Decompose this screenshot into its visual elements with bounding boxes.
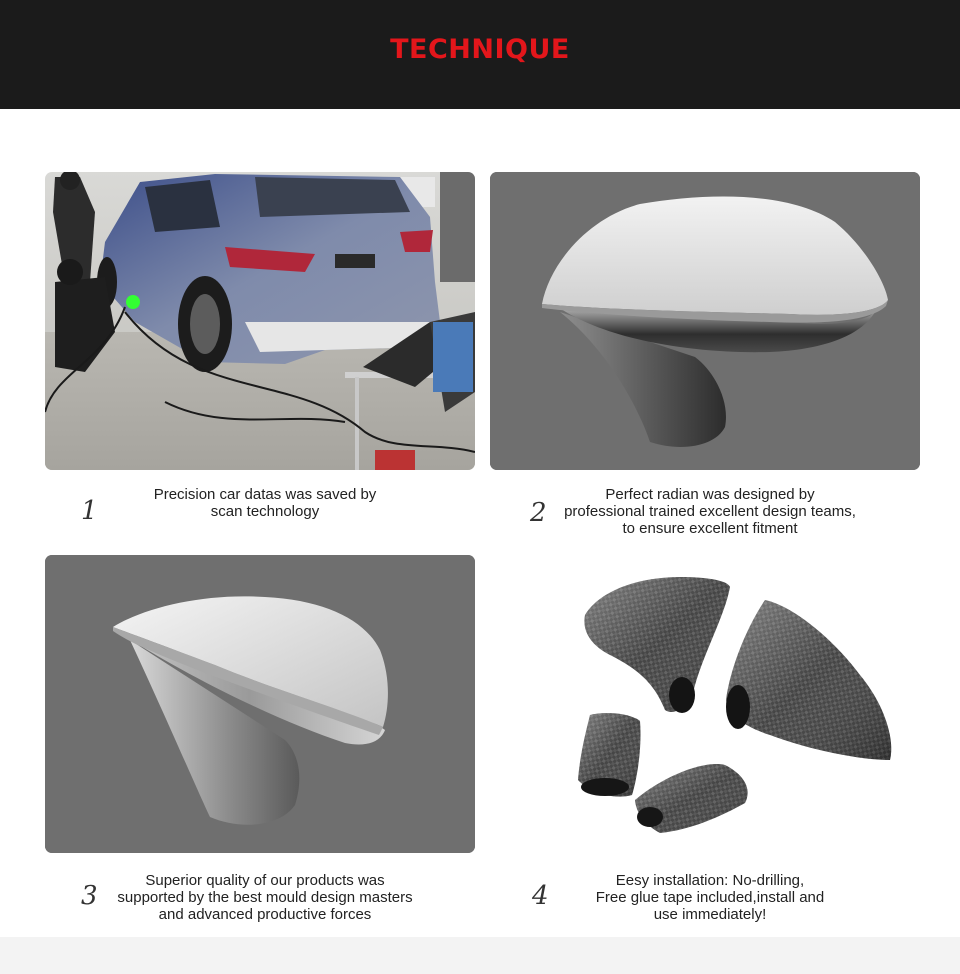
step-3-caption-line: Superior quality of our products was [145, 872, 385, 889]
step-2-number: 2 [530, 498, 547, 528]
step-2-caption-line: Perfect radian was designed by [605, 486, 815, 503]
step-4-caption-line: Eesy installation: No-drilling, [615, 872, 805, 889]
header-banner [0, 0, 960, 109]
car-scan-photo [45, 172, 475, 470]
step-4-caption-line: use immediately! [653, 906, 767, 923]
carbon-fiber-parts-photo [490, 555, 920, 853]
step-1-number: 1 [81, 496, 98, 526]
step-4-caption [560, 872, 860, 923]
footer-band [0, 937, 960, 974]
page-title: TECHNIQUE [390, 34, 570, 65]
step-3-caption-line: supported by the best mould design masters [117, 889, 413, 906]
mirror-design-render [490, 172, 920, 470]
step-1-caption [125, 486, 405, 520]
step-1-caption-line: Precision car datas was saved by [153, 486, 377, 503]
mirror-mould-render [45, 555, 475, 853]
step-3-caption [96, 872, 434, 923]
step-4-caption-line: Free glue tape included,install and [595, 889, 825, 906]
step-3-caption-line: and advanced productive forces [158, 906, 372, 923]
step-4-number: 4 [532, 881, 549, 911]
step-3-number: 3 [81, 881, 98, 911]
step-2-caption [548, 486, 872, 537]
step-1-caption-line: scan technology [210, 503, 320, 520]
step-2-caption-line: professional trained excellent design teams, [564, 503, 856, 520]
step-2-caption-line: to ensure excellent fitment [622, 520, 798, 537]
